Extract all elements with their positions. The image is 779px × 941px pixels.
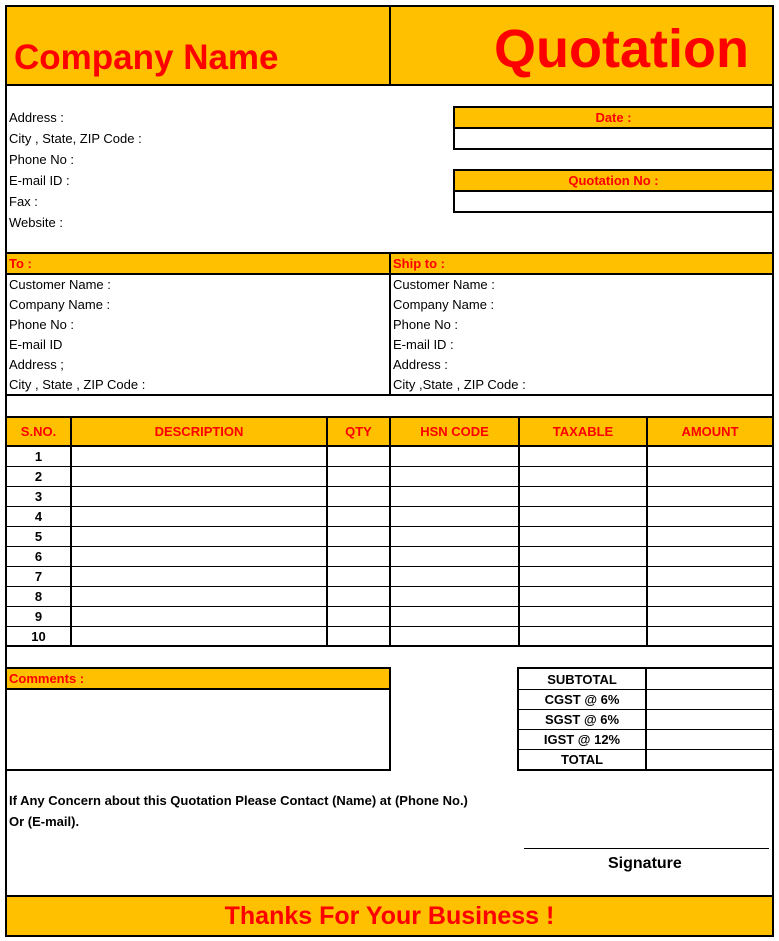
date-label: Date : <box>455 108 772 127</box>
table-row-number: 10 <box>31 628 46 644</box>
quotation-no-label: Quotation No : <box>455 171 772 190</box>
company-phone: Phone No : <box>9 152 75 167</box>
igst-label: IGST @ 12% <box>543 732 621 747</box>
comments-field[interactable] <box>7 690 389 769</box>
company-name: Company Name <box>14 38 279 77</box>
table-row-number: 8 <box>34 589 43 604</box>
table-row-number: 7 <box>34 569 43 584</box>
ship-phone: Phone No : <box>393 317 459 332</box>
ship-address: Address : <box>393 357 448 372</box>
signature-line <box>524 848 769 849</box>
ship-title: Ship to : <box>393 256 445 271</box>
col-header-qty: QTY <box>345 424 372 439</box>
contact-note-line2: Or (E-mail). <box>9 814 80 829</box>
to-city: City , State , ZIP Code : <box>9 377 146 392</box>
company-fax: Fax : <box>9 194 38 209</box>
comments-label: Comments : <box>9 671 85 686</box>
contact-note-line1: If Any Concern about this Quotation Please Contact (Name) at (Phone No.) <box>9 793 468 808</box>
company-website: Website : <box>9 215 63 230</box>
to-company-name: Company Name : <box>9 297 111 312</box>
col-header-taxable: TAXABLE <box>552 424 614 439</box>
ship-company-name: Company Name : <box>393 297 495 312</box>
col-header-sno: S.NO. <box>20 424 57 439</box>
ship-email: E-mail ID : <box>393 337 454 352</box>
to-customer-name: Customer Name : <box>9 277 111 292</box>
to-email: E-mail ID <box>9 337 63 352</box>
sgst-label: SGST @ 6% <box>544 712 620 727</box>
ship-customer-name: Customer Name : <box>393 277 495 292</box>
table-row-number: 1 <box>34 449 43 464</box>
table-row-number: 3 <box>34 489 43 504</box>
table-row-number: 5 <box>34 529 43 544</box>
to-address: Address ; <box>9 357 64 372</box>
to-header-bar <box>7 254 389 273</box>
subtotal-label: SUBTOTAL <box>547 671 617 687</box>
thanks-banner: Thanks For Your Business ! <box>7 897 772 935</box>
quotation-no-value[interactable] <box>456 192 771 211</box>
table-row-number: 9 <box>34 609 43 624</box>
to-phone: Phone No : <box>9 317 75 332</box>
to-title: To : <box>9 256 32 271</box>
company-city: City , State, ZIP Code : <box>9 131 142 146</box>
table-row-number: 6 <box>34 549 43 564</box>
col-header-hsn: HSN CODE <box>420 424 489 439</box>
col-header-description: DESCRIPTION <box>154 424 244 439</box>
company-email: E-mail ID : <box>9 173 70 188</box>
document-title: Quotation <box>494 19 749 79</box>
ship-city: City ,State , ZIP Code : <box>393 377 526 392</box>
total-label: TOTAL <box>560 752 604 767</box>
company-address: Address : <box>9 110 64 125</box>
signature-label: Signature <box>608 855 682 872</box>
date-value[interactable] <box>456 129 771 148</box>
ship-header-bar <box>391 254 772 273</box>
col-header-amount: AMOUNT <box>681 424 739 439</box>
table-row-number: 2 <box>34 469 43 484</box>
cgst-label: CGST @ 6% <box>544 692 620 707</box>
table-row-number: 4 <box>34 509 43 524</box>
